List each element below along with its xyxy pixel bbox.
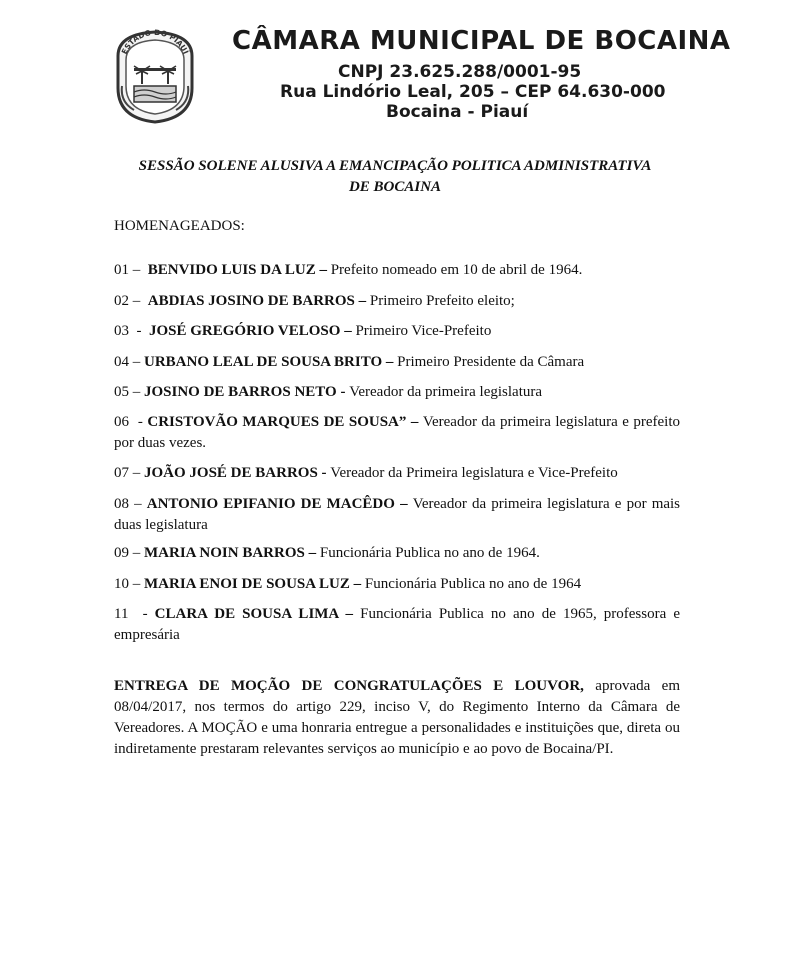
honoree-name: MARIA NOIN BARROS xyxy=(144,545,305,561)
honoree-separator: – xyxy=(382,354,398,370)
honoree-separator: – xyxy=(340,323,356,339)
honoree-item xyxy=(114,260,680,281)
honoree-number: 09 – xyxy=(114,545,144,561)
honoree-description: Vereador da primeira legislatura xyxy=(349,384,543,400)
honoree-description: Vereador da Primeira legislatura e Vice-Prefeito xyxy=(330,465,618,481)
letterhead xyxy=(0,0,792,140)
honoree-number: 05 – xyxy=(114,384,144,400)
state-seal-icon xyxy=(112,26,198,126)
honoree-item xyxy=(114,543,680,564)
honorees-heading: HOMENAGEADOS: xyxy=(114,218,245,234)
honoree-description: Primeiro Vice-Prefeito xyxy=(355,323,492,339)
honoree-name: JOSINO DE BARROS NETO xyxy=(144,384,337,400)
honoree-number: 03 - xyxy=(114,323,149,339)
honoree-number: 10 – xyxy=(114,576,144,592)
honoree-description: Vereador da primeira legislatura e prefeito por duas vezes. xyxy=(114,414,681,451)
honoree-name: CRISTOVÃO MARQUES DE SOUSA xyxy=(147,414,399,430)
honoree-number: 07 – xyxy=(114,465,144,481)
mocao-lead: ENTREGA DE MOÇÃO DE CONGRATULAÇÕES E LOUVOR, xyxy=(114,678,584,694)
honoree-separator: – xyxy=(354,293,370,309)
honoree-name: JOSÉ GREGÓRIO VELOSO xyxy=(149,323,341,339)
honoree-description: Funcionária Publica no ano de 1964. xyxy=(319,545,540,561)
honoree-item xyxy=(114,291,680,312)
honoree-description: Funcionária Publica no ano de 1965, professora e empresária xyxy=(114,606,680,643)
honoree-name: MARIA ENOI DE SOUSA LUZ xyxy=(144,576,350,592)
honoree-number: 06 - xyxy=(114,414,148,430)
org-name: CÂMARA MUNICIPAL DE BOCAINA xyxy=(232,26,731,56)
honoree-separator: - xyxy=(336,384,350,400)
honoree-name: ABDIAS JOSINO DE BARROS xyxy=(147,293,355,309)
honoree-name: CLARA DE SOUSA LIMA xyxy=(154,606,339,622)
honoree-item xyxy=(114,574,680,595)
honoree-separator: ” – xyxy=(398,414,423,430)
honoree-number: 04 – xyxy=(114,354,144,370)
honoree-description: Funcionária Publica no ano de 1964 xyxy=(364,576,582,592)
honoree-description: Prefeito nomeado em 10 de abril de 1964. xyxy=(330,262,583,278)
honoree-separator: – xyxy=(304,545,320,561)
honoree-item xyxy=(114,412,680,454)
honoree-number: 01 – xyxy=(114,262,148,278)
session-title xyxy=(100,156,690,198)
honoree-item xyxy=(114,352,680,373)
seal-text: ESTADO DO PIAUÍ xyxy=(119,27,191,56)
honoree-separator: – xyxy=(338,606,361,622)
honoree-name: JOÃO JOSÉ DE BARROS xyxy=(144,465,318,481)
session-title-line-2: DE BOCAINA xyxy=(348,179,442,195)
honoree-separator: – xyxy=(315,262,331,278)
honoree-item xyxy=(114,321,680,342)
honoree-item xyxy=(114,382,680,403)
honoree-separator: – xyxy=(394,496,413,512)
honoree-description: Primeiro Prefeito eleito; xyxy=(369,293,515,309)
honoree-description: Vereador da primeira legislatura e por mais duas legislatura xyxy=(114,496,681,533)
honoree-name: URBANO LEAL DE SOUSA BRITO xyxy=(144,354,383,370)
org-cnpj: CNPJ 23.625.288/0001-95 xyxy=(338,62,582,82)
honoree-item xyxy=(114,463,680,484)
honoree-number: 02 – xyxy=(114,293,148,309)
honoree-description: Primeiro Presidente da Câmara xyxy=(397,354,585,370)
honoree-item xyxy=(114,494,680,536)
org-city: Bocaina - Piauí xyxy=(386,102,529,122)
mocao-paragraph xyxy=(114,676,680,760)
org-address: Rua Lindório Leal, 205 – CEP 64.630-000 xyxy=(280,82,666,102)
honoree-number: 08 – xyxy=(114,496,147,512)
mocao-body: aprovada em 08/04/2017, nos termos do artigo 229, inciso V, do Regimento Interno da Câmara de Vereadores. A MOÇÃO e uma honraria entregue a personalidades e instituições que, direta ou indiretamente prestaram relevantes serviços ao município e ao povo de Bocaina/PI. xyxy=(114,678,680,757)
honoree-name: BENVIDO LUIS DA LUZ xyxy=(147,262,316,278)
honoree-separator: - xyxy=(317,465,331,481)
honoree-number: 11 - xyxy=(114,606,155,622)
session-title-line-1: SESSÃO SOLENE ALUSIVA A EMANCIPAÇÃO POLITICA ADMINISTRATIVA xyxy=(138,158,652,174)
honoree-item xyxy=(114,604,680,646)
honoree-separator: – xyxy=(349,576,365,592)
honoree-name: ANTONIO EPIFANIO DE MACÊDO xyxy=(146,496,395,512)
